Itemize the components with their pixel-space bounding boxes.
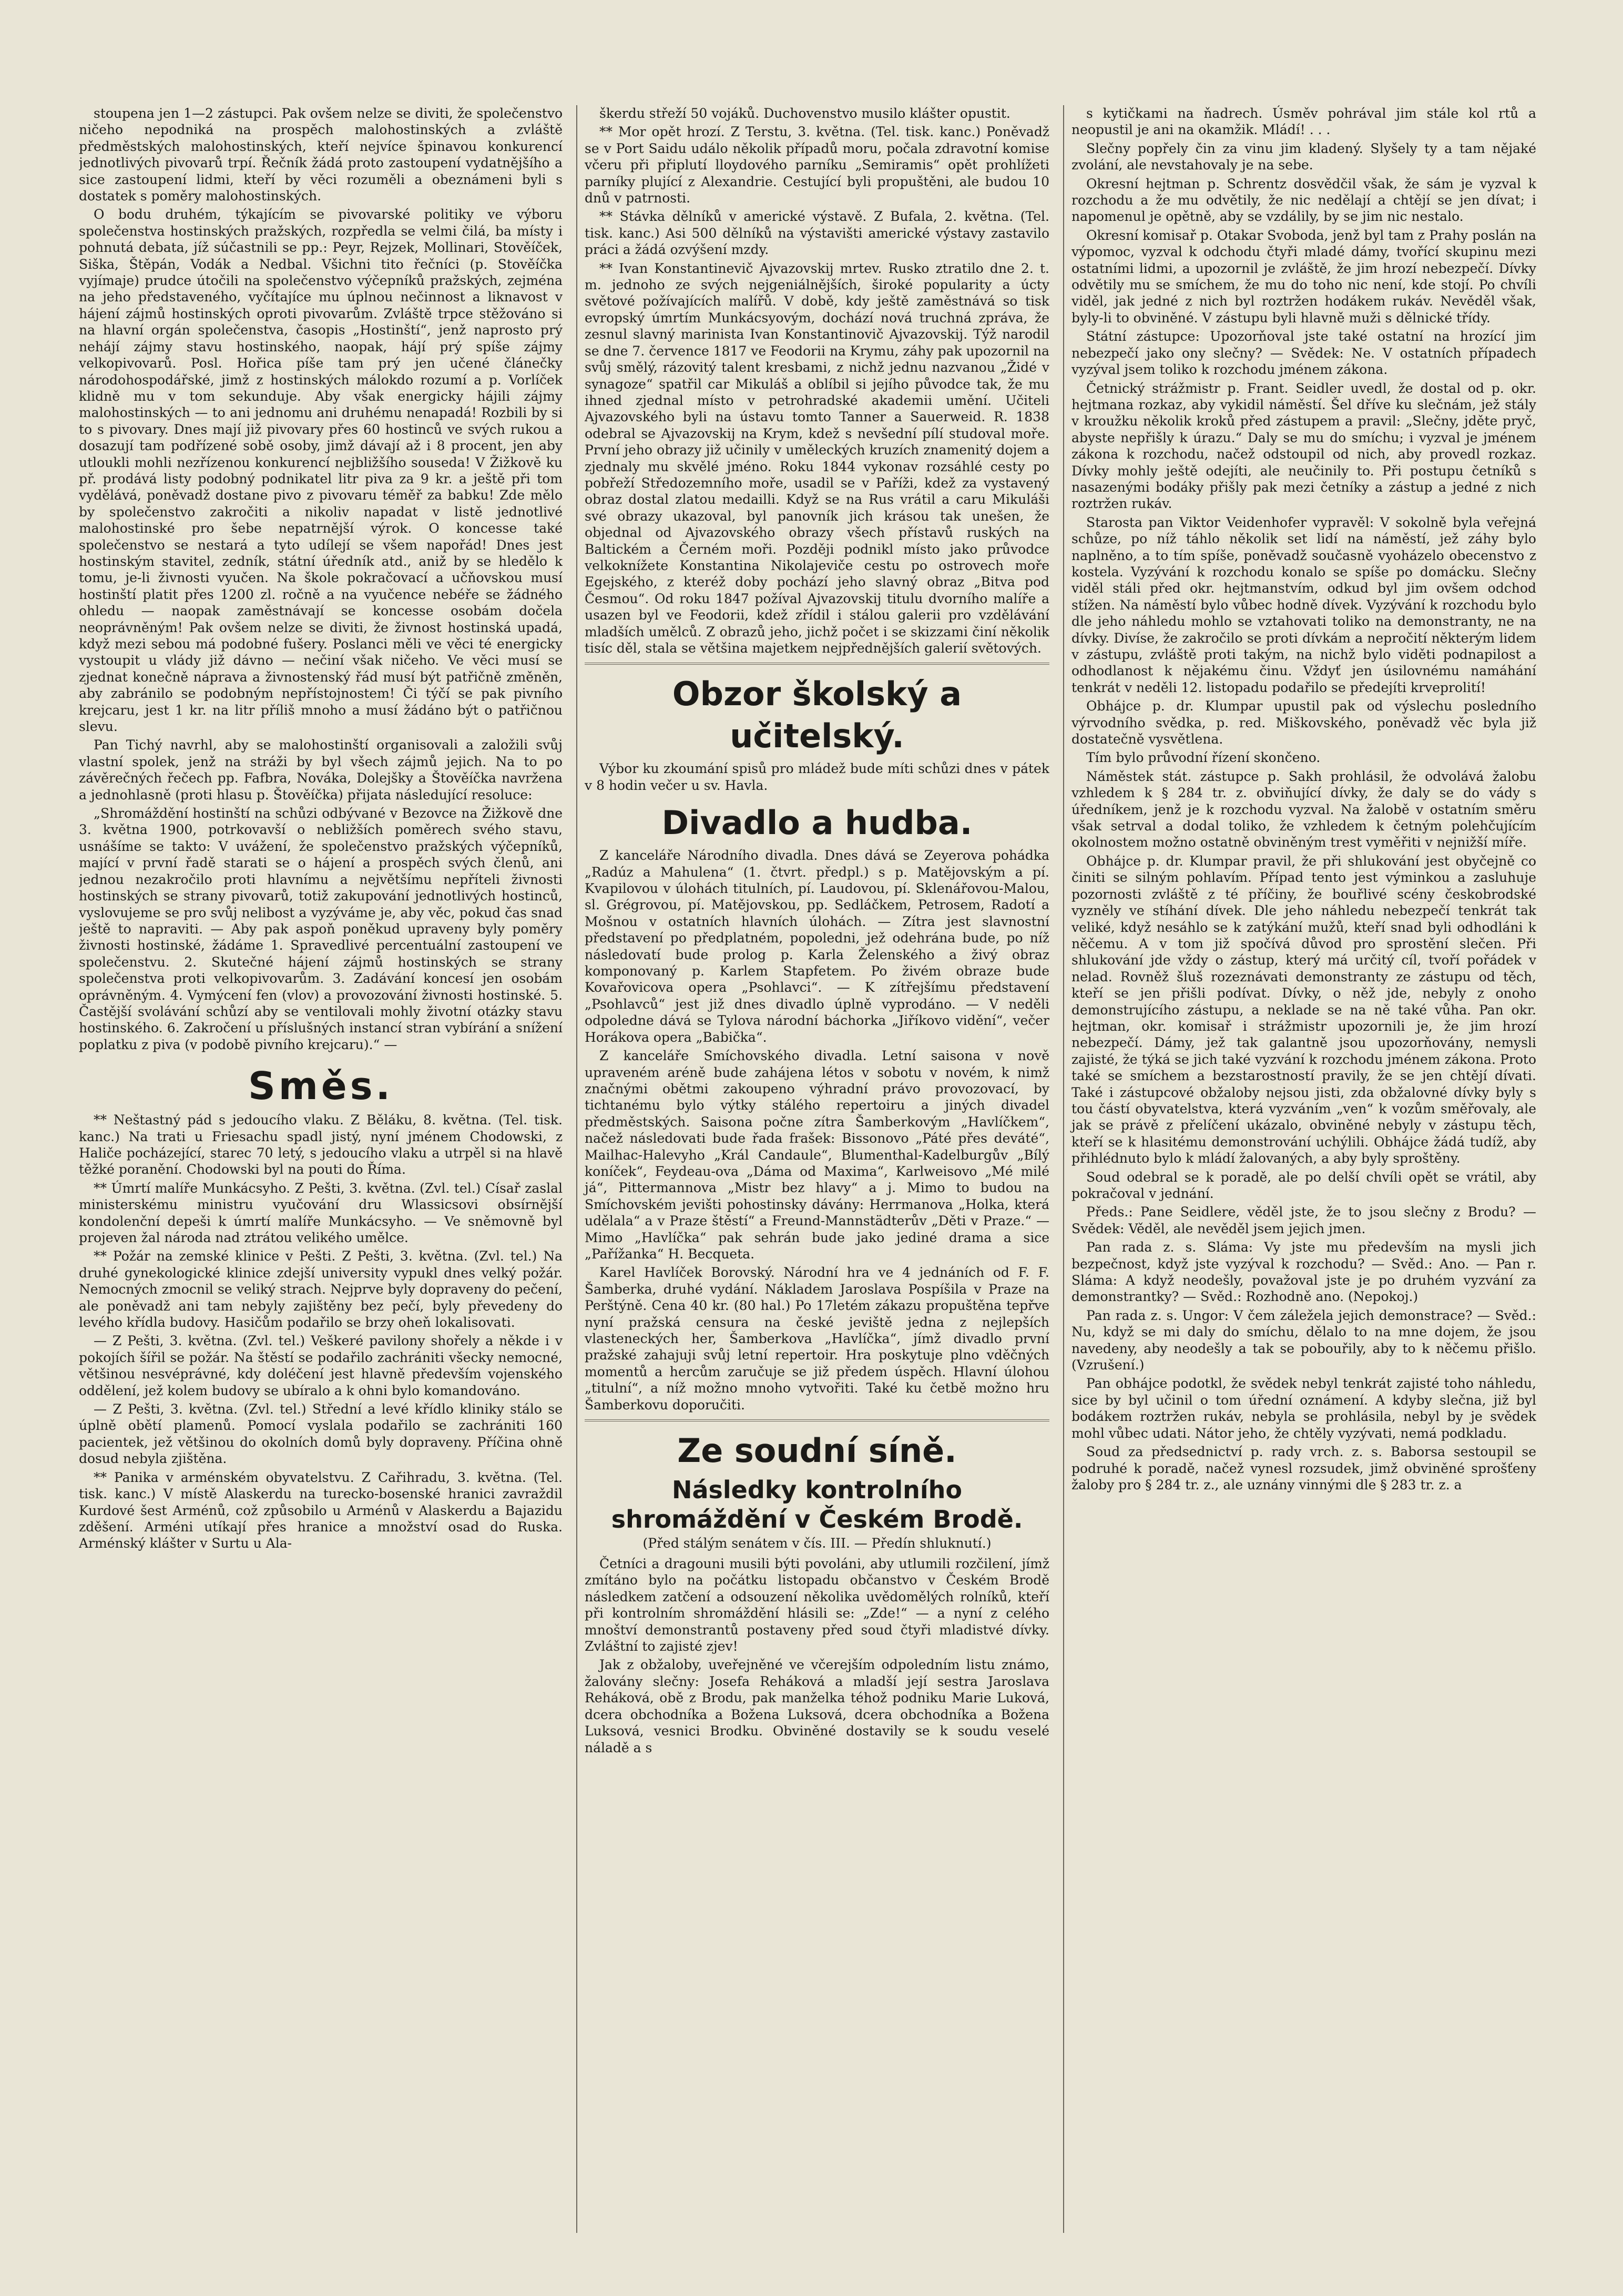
article-paragraph: Okresní komisař p. Otakar Svoboda, jenž byl tam z Prahy poslán na výpomoc, vyzval k odchodu čtyři mladé dámy, tvořící skupinu mezi ostatními lidmi, a upozornil je zvláště, že jim hrozí nebezpečí. Dívky odvětily mu se smíchem, že mu do toho nic není, kde stojí. Po chvíli viděl, jak jedné z nich byl roztržen hodákem rukáv. Nevěděl však, byly-li to obviněné. V zástupu byli hlavně muži s dělnické třídy. <box>1071 227 1536 326</box>
article-paragraph: Soud za předsednictví p. rady vrch. z. s. Baborsa sestoupil se podruhé k poradě, načež vynesl rozsudek, jimž obviněné sprošťeny žaloby pro § 284 tr. z., ale uznány vinnými dle § 283 tr. z. a <box>1071 1444 1536 1492</box>
article-paragraph: Slečny popřely čin za vinu jim kladený. Slyšely ty a tam nějaké zvolání, ale nevstahovaly je na sebe. <box>1071 140 1536 173</box>
article-paragraph: Pan obhájce podotkl, že svědek nebyl tenkrát zajisté toho náhledu, sice by byl učinil o tom úřední oznámení. A kdyby slečna, již byl bodákem roztržen rukáv, nebyla se prohlásila, nebyl by je svědek mohl vůbec udati. Nátor jeho, že chtěly vyzývati, nemá podkladu. <box>1071 1376 1536 1441</box>
article-paragraph: Předs.: Pane Seidlere, věděl jste, že to jsou slečny z Brodu? — Svědek: Věděl, ale nevěděl jsem jejich jmen. <box>1071 1204 1536 1236</box>
article-paragraph: Pan rada z. s. Ungor: V čem záležela jejich demonstrace? — Svěd.: Nu, když se mi daly do smíchu, dělalo to na mne dojem, že jsou navedeny, aby neodešly a tak se pobouřily, aby to k něčemu přišlo. (Vzrušení.) <box>1071 1307 1536 1373</box>
news-item: Výbor ku zkoumání spisů pro mládež bude míti schůzi dnes v pátek v 8 hodin večer u sv. Havla. <box>585 761 1049 793</box>
news-item: Karel Havlíček Borovský. Národní hra ve 4 jednáních od F. F. Šamberka, druhé vydání. Nákladem Jaroslava Pospíšila v Praze na Perštýně. Cena 40 kr. (80 hal.) Po 17letém zákazu propuštěna tepřve nyní pražská censura na české jeviště jedna z nejlepších vlasteneckých her, Šamberkova „Havlíčka“, jímž divadlo první pražské zahajuji svůj letní repertoir. Hra poskytuje plno vděčných momentů a hercům zaručuje se již předem úspěch. Hlavní úlohou „titulní“, a níž možno mnoho vytvořiti. Také ku četbě možno hru Šamberkovu doporučiti. <box>585 1265 1049 1413</box>
article-paragraph: Obhájce p. dr. Klumpar pravil, že při shlukování jest obyčejně co činiti se silným pohlavím. Případ tento jest výminkou a zasluhuje pozornosti zvláště z té příčiny, že bouřlivé scény českobrodské vyzněly ve stíhání dívek. Dle jeho náhledu nebezpečí tenkrát tak veliké, když nesáhlo se k zatýkání mužů, kteří snad byli odhodláni k něčemu. A v tom již spočívá důvod pro sprostění slečen. Při shlukování jde vždy o zástup, který má určitý cíl, tvoří pořádek v nelad. Rovněž šluš rozeznávati demonstranty ze zástupu od těch, kteří se jen přišli podívat. Dívky, o něž jde, nebyly z onoho demonstrujícího zástupu, a neklade se na ně také vůha. Pan okr. hejtman, okr. komisař i strážmistr upozornili je, že jim hrozí nebezpečí. Dámy, jež tak galantně jsou upozorňovány, nemysli zajisté, že týká se jich také vyzvání k rozchodu jménem zákona. Proto také se smíchem a bezstarostností pravily, že se jen chtějí dívati. Také i zástupcové obžaloby nejsou jisti, zda obžalovné dívky byly s tou částí obyvatelstva, která vyzváním „ven“ k vozům směřovaly, ale jak se právě z přelíčení ukázalo, obviněné nebyly v zástupu těch, kteří se k hlasitému demonstrování uchýlili. Obhájce žádá tudíž, aby přihlédnuto bylo k mládí žalovaných, a aby byly sproštěny. <box>1071 853 1536 1166</box>
section-heading-smes: Směs. <box>248 1064 393 1109</box>
news-item: Z kanceláře Smíchovského divadla. Letní saisona v nově upraveném aréně bude zahájena létos v sobotu v novém, k nimž značnými obětmi zakoupeno výhradní právo provozovací, by tichtanému bylo výtky stálého repertoiru a jiných divadel předměstských. Saisona počne zítra Šamberkovým „Havlíčkem“, načež následovati bude řada frašek: Bissonovo „Páté přes deváté“, Mailhac-Halevyho „Král Candaule“, Blumenthal-Kadelburgův „Bílý koníček“, Feydeau-ova „Dáma od Maxima“, Karlweisovo „Mé milé já“, Pittermannova „Mistr bez hlavy“ a j. Mimo to budou na Smíchovském jevišti pohostinsky dávány: Herrmanova „Holka, která udělala“ a v Praze štěstí“ a Freund-Mannstädterův „Děti v Praze.“ — Mimo „Havlíčka“ pak sehrán bude jako jediné drama a sice „Pařížanka“ H. Becqueta. <box>585 1048 1049 1262</box>
article-paragraph: Četnický strážmistr p. Frant. Seidler uvedl, že dostal od p. okr. hejtmana rozkaz, aby vykidil náměstí. Šel dříve ku slečnám, jež stály v kroužku několik kroků před zástupem a pravil: „Slečny, jděte pryč, abyste nepřišly k úrazu.“ Daly se mu do smíchu; i vyzval je jménem zákona k rozchodu, načež odstoupil od nich, aby provedl rozkaz. Dívky mohly ještě odejíti, ale neučinily to. Při postupu četníků s nasazenými bodáky přišly pak mezi četníky a zástup a jedné z nich roztržen rukáv. <box>1071 380 1536 512</box>
section-divider <box>585 1419 1049 1421</box>
news-item: ** Stávka dělníků v americké výstavě. Z Bufala, 2. května. (Tel. tisk. kanc.) Asi 500 dělníků na výstavišti americké výstavy zastavilo práci a žádá ozvýšení mzdy. <box>585 209 1049 258</box>
article-paragraph: Státní zástupce: Upozorňoval jste také ostatní na hrozící jim nebezpečí jako ony slečny? — Svědek: Ne. V ostatních případech vyzýval jsem toliko k rozchodu jménem zákona. <box>1071 329 1536 378</box>
news-item: — Z Pešti, 3. května. (Zvl. tel.) Střední a levé křídlo kliniky stálo se úplně obětí plamenů. Pomocí vyslala podařilo se zachrániti 160 pacientek, jež většinou do okolních domů byly dopraveny. Příčina ohně dosud nebyla zjištěna. <box>79 1401 563 1467</box>
section-heading-theatre: Divadlo a hudba. <box>661 804 973 842</box>
article-paragraph: Náměstek stát. zástupce p. Sakh prohlásil, že odvolává žalobu vzhledem k § 284 tr. z. obviňující dívky, že daly se do vády s úředníkem, jenž je k rozchodu vyzval. Na žalobě v ostatním směru však setrval a dodal toliko, že vzhledem k četným polehčujícím okolnostem možno ostatně obviněným trest vyměřiti v nejnižší míře. <box>1071 768 1536 850</box>
news-item: ** Mor opět hrozí. Z Terstu, 3. května. (Tel. tisk. kanc.) Poněvadž se v Port Saidu událo několik případů moru, počala zdravotní komise včeru při připlutí lloydového parníku „Semiramis“ opět prohlížeti parníky plující z Alexandrie. Cestující byli propuštěni, ale budou 10 dnů v patrnosti. <box>585 124 1049 206</box>
column-right <box>1063 105 1536 2233</box>
news-item: ** Požár na zemské klinice v Pešti. Z Pešti, 3. května. (Zvl. tel.) Na druhé gynekologické klinice zdejší university vypukl dnes velký požár. Nemocných zmocnil se veliký strach. Nejprve byly dopraveny do pečení, ale poněvadž ani tam nebyly zajištěny bez pečí, byly převedeny do levého křídla budovy. Hasičům podařilo se brzy oheň lokalisovati. <box>79 1248 563 1330</box>
article-paragraph: Starosta pan Viktor Veidenhofer vypravěl: V sokolně byla veřejná schůze, po níž táhlo několik set lidí na náměstí, jež záhy bylo naplněno, a to tím spíše, poněvadž současně vyoházelo obecenstvo z kostela. Vyzývání k rozchodu konalo se spíše po domácku. Slečny viděl stáli před okr. hejtmanstvím, odkud byl jim ovšem odchod stížen. Na náměstí bylo vůbec hodně dívek. Vyzývání k rozchodu bylo dle jeho náhledu mohlo se vztahovati toliko na demonstranty, ne na dívky. Divíse, že zakročilo se proti dívkám a nepročití některým lidem v zástupu, zvláště proti takým, na nichž bylo viděti podnapilost a odhodlanost k nějakému činu. Vždyť jen úsilovnému namáhání tenkrát v neděli 12. listopadu podařilo se předejíti krveprolití! <box>1071 514 1536 695</box>
section-heading-court: Ze soudní síně. <box>677 1431 957 1470</box>
column-middle <box>576 105 1049 2233</box>
news-item: škerdu střeží 50 vojáků. Duchovenstvo musilo klášter opustit. <box>599 106 1010 121</box>
section-divider <box>585 663 1049 665</box>
article-paragraph: Soud odebral se k poradě, ale po delší chvíli opět se vrátil, aby pokračoval v jednání. <box>1071 1169 1536 1201</box>
news-item: ** Panika v arménském obyvatelstvu. Z Cařihradu, 3. května. (Tel. tisk. kanc.) V místě Alaskerdu na turecko-bosenské hranici zavraždil Kurdové šest Arménů, což způsobilo u Arménů v Alaskerdu a Bajazidu zděšení. Arméni utíkají přes hranice a množství osad do Ruska. Arménský klášter v Surtu u Ala- <box>79 1469 563 1551</box>
column-left <box>79 105 563 2233</box>
article-paragraph: Pan rada z. s. Sláma: Vy jste mu především na mysli jich bezpečnost, když jste vyzýval k rozchodu? — Svěd.: Ano. — Pan r. Sláma: A když neodešly, považoval jste je po druhém vyzvání za demonstrantky? — Svěd.: Rozhodně ano. (Nepokoj.) <box>1071 1240 1536 1305</box>
article-paragraph: stoupena jen 1—2 zástupci. Pak ovšem nelze se diviti, že společenstvo ničeho nepodniká na prospěch malohostinských a zvláště předměstských malohostinských, kteří nejvíce špinavou konkurencí jednotlivých pivovarů trpí. Řečník žádá proto zastoupení vydatnějšího a sice zastoupení lidmi, kteří by věci rozuměli a obeznámeni byli s dostatek s poměry malohostinských. <box>79 106 563 204</box>
article-paragraph: Obhájce p. dr. Klumpar upustil pak od výslechu posledního výrvodního svědka, p. red. Miškovského, poněvadž věc byla již dostatečně vysvětlena. <box>1071 698 1536 747</box>
section-heading-school: Obzor školský a učitelský. <box>672 675 962 756</box>
article-paragraph: Okresní hejtman p. Schrentz dosvědčil však, že sám je vyzval k rozchodu a že mu odvětily, že nic nedělají a chtějí se jen dívat; i napomenul je opětně, aby se vzdálily, by se jim nic nestalo. <box>1071 176 1536 225</box>
article-paragraph: Četníci a dragouni musili býti povoláni, aby utlumili rozčilení, jímž zmítáno bylo na počátku listopadu občanstvo v Českém Brodě následkem zatčení a odsouzení několika uvědomělých rolníků, kteří při kontrolním shromáždění hlásili se: „Zde!“ — a nyní z celého mnoštví demonstrantů postaveny před soud čtyři mladistvé dívky. Zvláštní to zajisté zjev! <box>585 1556 1049 1654</box>
article-paragraph: Tím bylo průvodní řízení skončeno. <box>1086 750 1321 766</box>
article-paragraph: O bodu druhém, týkajícím se pivovarské politiky ve výboru společenstva hostinských pražských, rozpředla se velmi čilá, ba místy i pohnutá debata, jíž súčastnili se pp.: Peyr, Rejzek, Mollinari, Stověíček, Siška, Štěpán, Vodák a Nedbal. Všichni tito řečníci (p. Stověíčka vyjímaje) prudce útočili na společenstvo výčepníků pražských, zejména na jeho představeného, vyčítajíce mu úplnou nečinnost a liknavost v hájení zájmů hostinských oproti pivovarům. Zvláště trpce stěžováno si na hlavní orgán společenstva, časopis „Hostinští“, jenž naprosto prý nehájí zájmy stavu hostinského, naopak, hájí prý spíše zájmy velkopivovarů. Posl. Hořica píše tam prý jen učené článečky národohospodářské, jimž z hostinských málokdo rozumí a p. Vorlíček klidně mu v tom sekunduje. Aby však energicky hájili zájmy malohostinských — to ani jednomu ani druhému nenapadá! Rozbili by si to s pivovary. Dnes mají již pivovary přes 60 hostinců ve svých rukou a dosazují tam podřízené sobě osoby, jimž dávají až i 8 procent, jen aby utloukli mohli nezřízenou konkurencí nejbližšího souseda! V Žižkově ku př. prodává listy podobný podnikatel litr piva za 9 kr. a ještě při tom vydělává, poněvadž dostane pivo z pivovaru téměř za babku! Zde mělo by společenstvo zakročiti a nikoliv napadat v listě jednotlivé malohostinské pro šebe nepatrnější výrok. O koncesse také společenstvo se nestará a tyto udílejí se všem napořád! Dnes jest hostinským stavitel, zedník, státní úředník atd., aniž by se hledělo k tomu, je-li živnosti vyučen. Na škole pokračovací a učňovskou musí hostinští platit přes 1200 zl. ročně a na vyučence nebéře se žádného ohledu — naopak zaměstnávají se koncesse osobám dočela neoprávněným! Pak ovšem nelze se diviti, že živnost hostinská upadá, když mezi sebou má podobné fušery. Poslanci měli ve věci té energicky vystoupit u vlády již dávno — nečiní však ničeho. Ve věci musí se zjednat konečně náprava a živnostenský řád musí být patřičně změněn, aby zabránilo se podobným nepřístojnostem! Či týčí se pak pivního krejcaru, jest 1 kr. na litr příliš mnoho a musí žádáno být o patřičnou slevu. <box>79 207 563 735</box>
resolution-paragraph: „Shromáždění hostinští na schůzi odbývané v Bezovce na Žižkově dne 3. května 1900, potrkovavší o nebližších poměrech svého stavu, usnášíme se takto: V uvážení, že společenstvo pražských výčepníků, mající v první řadě starati se o hájení a prospěch svých členů, ani jednou nezakročilo proti hlavnímu a největšímu nepříteli živnosti hostinských se strany pivovarů, totiž zakupování jednotlivých hostinců, vyslovujeme se pro svůj nelibost a vyzýváme je, aby věc, pokud čas snad ještě to napraviti. — Aby pak aspoň poněkud upraveny byly poměry živnosti hostinské, žádáme 1. Spravedlivé percentuální zastoupení ve společenstvu. 2. Skutečné hájení zájmů hostinských se strany společenstva proti velkopivovarům. 3. Zadávání koncesí jen osobám oprávněným. 4. Vymýcení fen (vlov) a provozování živnosti hostinské. 5. Častější svolávání schůzí aby se ventilovali mohly životní otázky stavu hostinského. 6. Zakročení u příslušných instancí stran vybírání a snížení poplatku z piva (v podobě pivního krejcaru).“ — <box>79 806 563 1052</box>
news-item: — Z Pešti, 3. května. (Zvl. tel.) Veškeré pavilony shořely a někde i v pokojích šířil se požár. Na štěstí se podařilo zachrániti všecky nemocné, většinou nesvéprávné, kdy doléčení jest hlavně především vojenského oddělení, jež kolem budovy se ubíralo a k ohni bylo komandováno. <box>79 1333 563 1398</box>
news-item: Z kanceláře Národního divadla. Dnes dává se Zeyerova pohádka „Radúz a Mahulena“ (1. čtvrt. předpl.) s p. Matějovským a pí. Kvapilovou v úlohách titulních, pí. Laudovou, pí. Sklenářovou-Malou, sl. Grégrovou, pí. Matějovskou, pp. Sedláčkem, Petrosem, Radotí a Mošnou v ostatních hlavních úlohách. — Zítra jest slavnostní představení po předplatném, popoledni, jež odehrána bude, po níž následovatí bude prolog p. Karla Želenského a živý obraz komponovaný p. Karlem Stapfetem. Po živém obraze bude Kovařovicova opera „Psohlavci“. — K zítřejšímu představení „Psohlavců“ jest již dnes divadlo úplně vyprodáno. — V neděli odpoledne dává se Tylova národní báchorka „Jiříkovo vidění“, večer Horákova opera „Babička“. <box>585 848 1049 1045</box>
article-headline: Následky kontrolního shromáždění v Českém Brodě. <box>611 1476 1023 1534</box>
article-paragraph: s kytičkami na ňadrech. Úsměv pohrával jim stále kol rtů a neopustil je ani na okamžik. Mládí! . . . <box>1071 106 1536 138</box>
article-subnote: (Před stálým senátem v čís. III. — Předín shluknutí.) <box>642 1536 992 1551</box>
news-item: ** Neštastný pád s jedoucího vlaku. Z Běláku, 8. května. (Tel. tisk. kanc.) Na trati u Friesachu spadl jistý, nyní jménem Chodowski, z Haliče pocházející, starec 70 letý, s jedoucího vlaku a utrpěl si na hlavě těžké poranění. Chodowski byl na pouti do Říma. <box>79 1112 563 1177</box>
news-item: ** Ivan Konstantinevič Ajvazovskij mrtev. Rusko ztratilo dne 2. t. m. jednoho ze svých nejgeniálnějších, široké popularity a úcty světové požívajících malířů. V době, kdy ještě zaměstnává so tisk evropský úmrtím Munkácsyovým, dochází nová truchná zpráva, že zesnul slavný marinista Ivan Konstantinovič Ajvazovskij. Týž narodil se dne 7. července 1817 ve Feodorii na Krymu, záhy pak upozornil na svůj smělý, rázovitý talent kresbami, z nichž jednu nazvanou „Židé v synagoze“ spatřil car Mikuláš a oblíbil si jejího původce tak, že mu ihned zjednal místo v petrohradské akademii umění. Učiteli Ajvazovského byli na ústavu tomto Tanner a Sauerweid. R. 1838 odebral se Ajvazovskij na Krym, kdež s nevšední pílí studoval moře. První jeho obrazy již učinily v uměleckých kruzích znamenitý dojem a zjednaly mu skvělé jméno. Roku 1844 vykonav rozsáhlé cesty po pobřeží Středozemního moře, usadil se v Paříži, kdež za vystavený obraz dostal zlatou medailli. Když se na Rus vrátil a caru Mikuláši své obrazy ukazoval, byl panovník jich krásou tak unešen, že objednal od Ajvazovského obrazy všech přístavů ruských na Baltickém a Černém moři. Později podnikl místo jako průvodce velkoknížete Konstantina Nikolajeviče cestu po ostrovech moře Egejského, z kteréž doby pochází jeho slavný obraz „Bitva pod Česmou“. Od roku 1847 požíval Ajvazovskij titulu dvorního malíře a usazen byl ve Feodorii, kdež zřídil i stálou galerii pro vzdělávání mladších umělců. Z obrazů jeho, jichž počet i se skizzami činí několik tisíc děl, stala se většina majetkem nejpřednějších galerií světových. <box>585 260 1049 656</box>
article-paragraph: Jak z obžaloby, uveřejněné ve včerejším odpoledním listu známo, žalovány slečny: Josefa Reháková a mladší její sestra Jaroslava Reháková, obě z Brodu, pak manželka téhož podniku Marie Luková, dcera obchodníka a Božena Luksová, dcera obchodníka a Božena Luksová, vesnici Brodku. Obviněné dostavily se k soudu veselé náladě a s <box>585 1657 1049 1755</box>
article-paragraph: Pan Tichý navrhl, aby se malohostinští organisovali a založili svůj vlastní spolek, jenž na stráži by byl všech zájmů jejich. Na to po závěrečných řečech pp. Fafbra, Nováka, Dolejšky a Štověíčka navržena a jednohlasně (proti hlasu p. Štověíčka) přijata následující resoluce: <box>79 737 563 802</box>
news-item: ** Úmrtí malíře Munkácsyho. Z Pešti, 3. května. (Zvl. tel.) Císař zaslal ministerskému ministru vyučování dru Wlassicsovi obsírnější kondolenční depeši k úmrtí malíře Munkácsyho. — Ve sněmovně byl projeven žal národa nad ztrátou velikého umělce. <box>79 1180 563 1245</box>
